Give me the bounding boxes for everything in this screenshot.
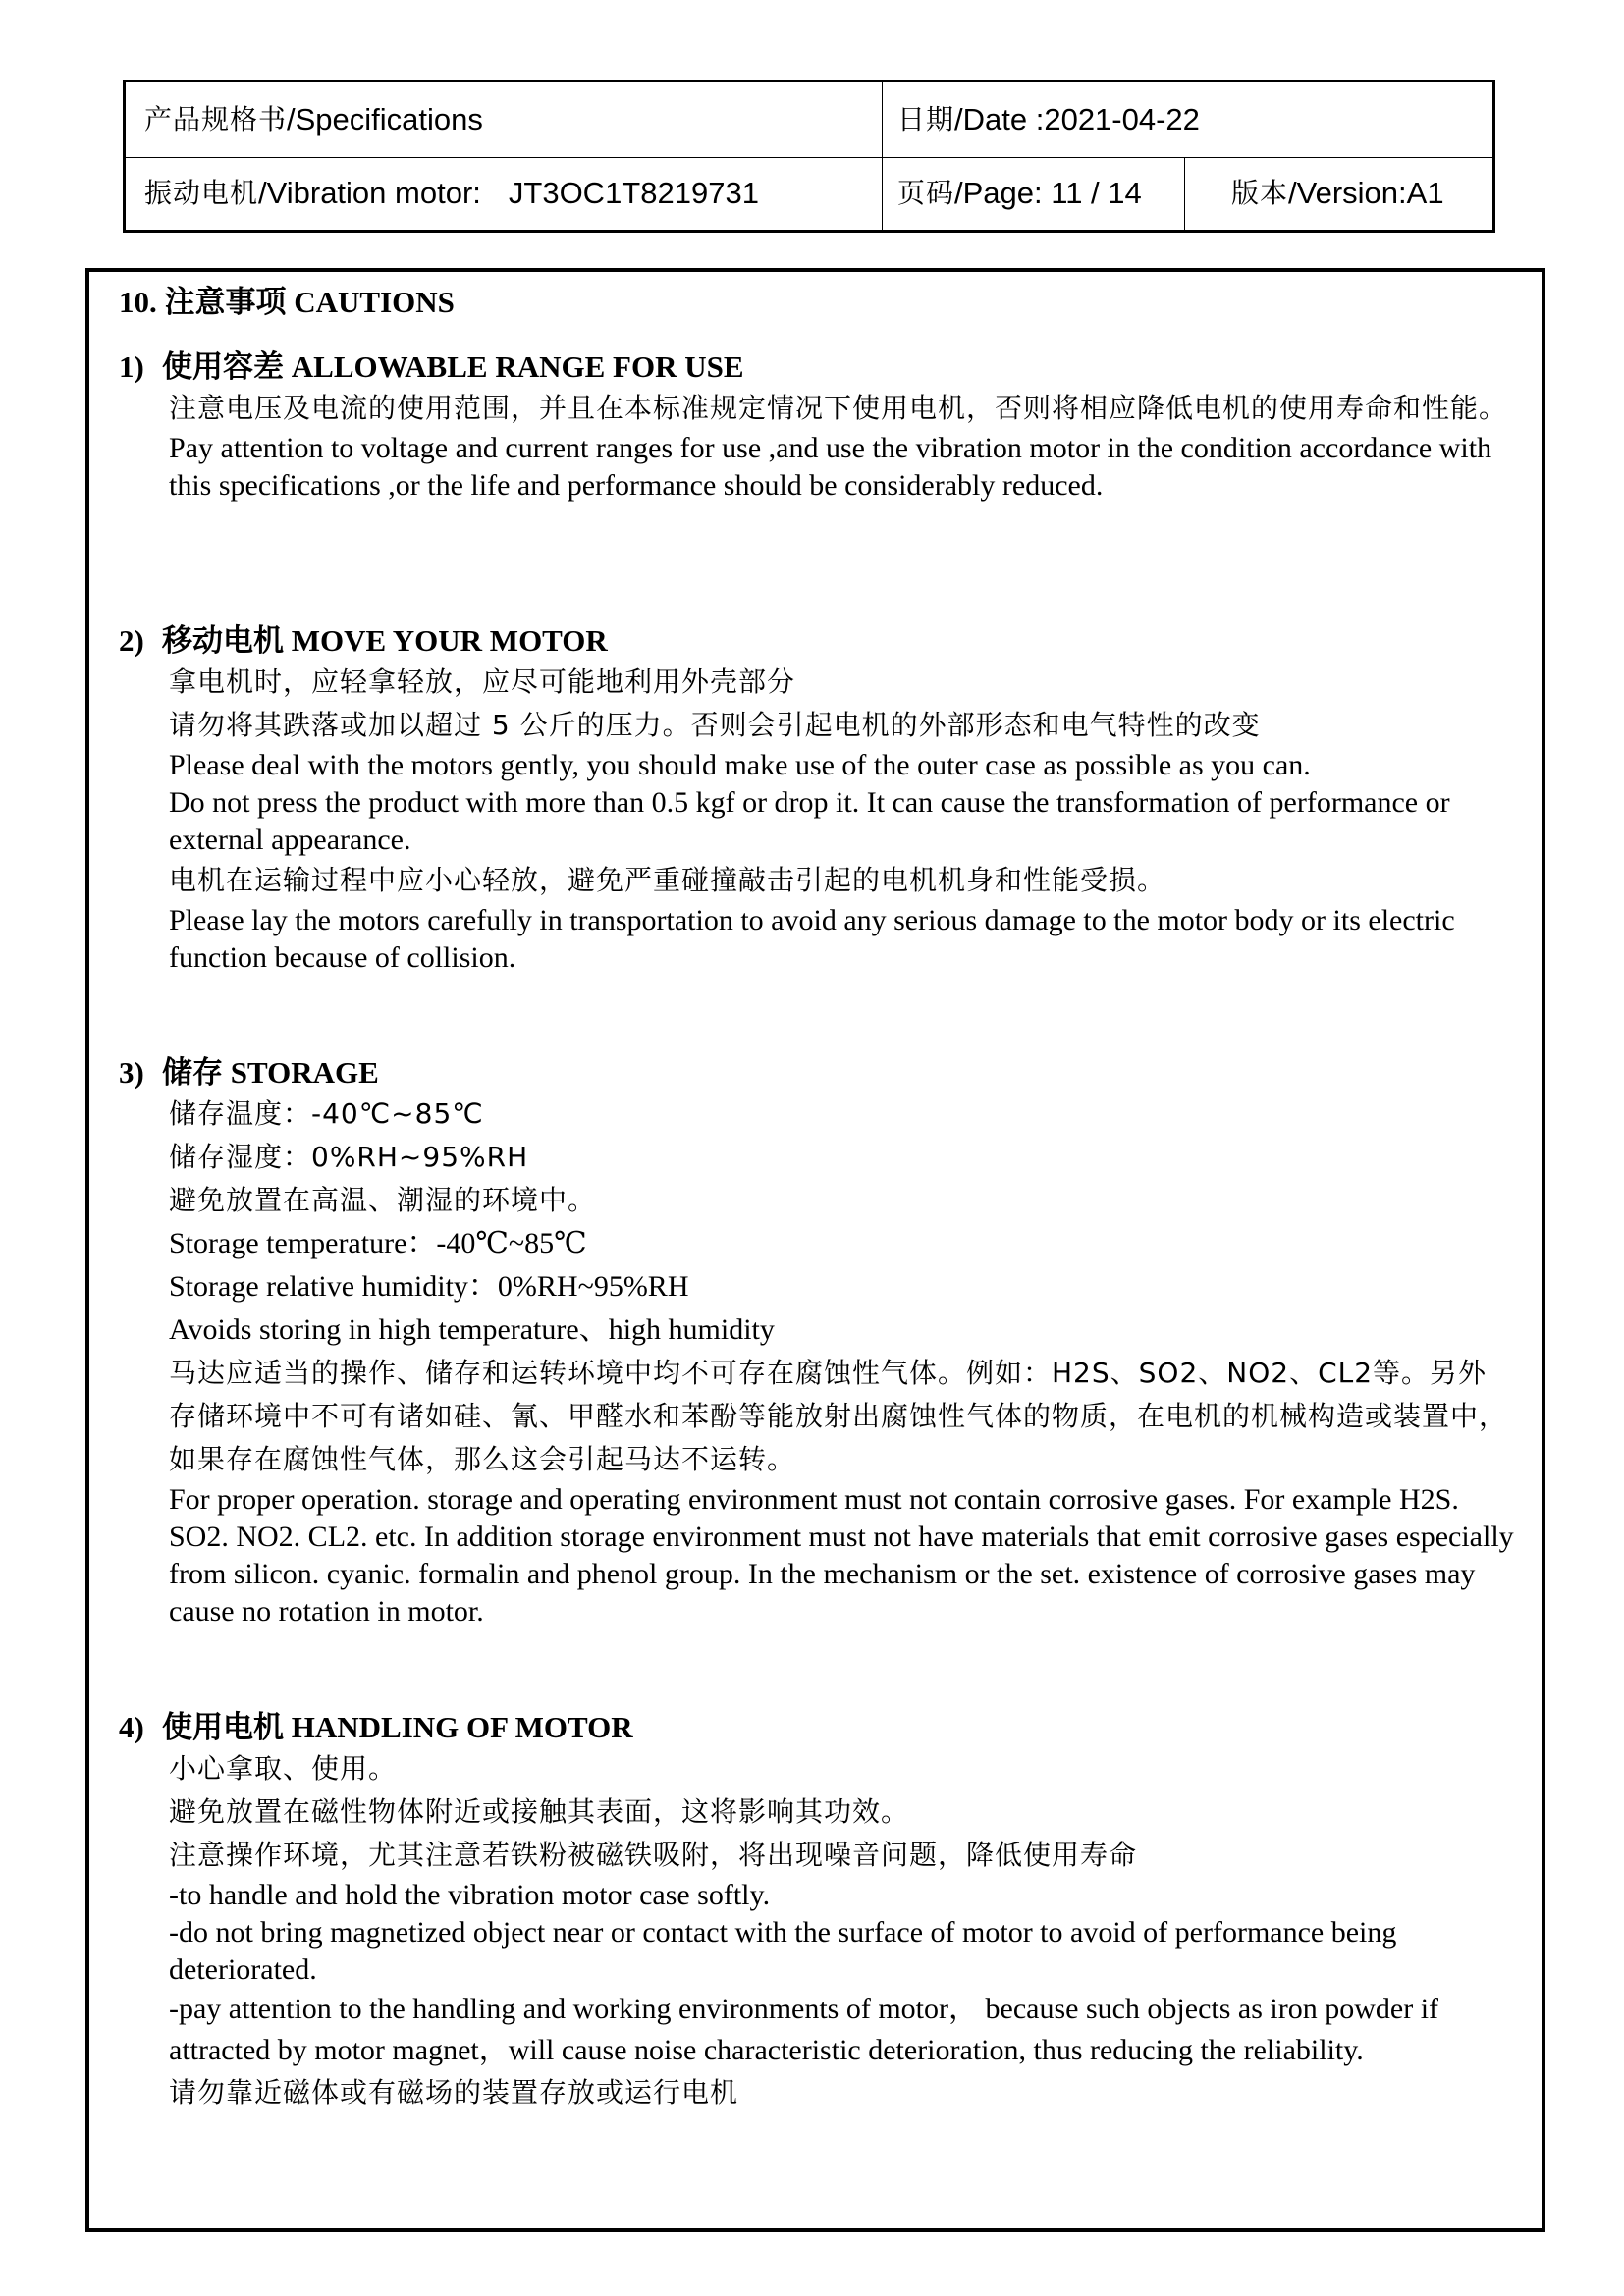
product-label-cn: 振动电机	[144, 177, 259, 209]
date-label-cn: 日期	[897, 103, 955, 135]
paragraph-en: Please lay the motors carefully in transportation to avoid any serious damage to the motor body or its electric function because of collision.	[169, 904, 1455, 974]
page-field	[897, 157, 1142, 230]
section-title: 储存 STORAGE	[162, 1055, 379, 1090]
section-move-motor	[119, 621, 1514, 977]
paragraph-en: -pay attention to the handling and working environments of motor， because such objects as iron powder if attracted by motor magnet，will cause noise characteristic deterioration, thus reducing the reliability.	[169, 1993, 1439, 2066]
spec-title-cn: 产品规格书	[144, 103, 288, 135]
header-divider	[882, 82, 883, 157]
paragraph-cn: 请勿将其跌落或加以超过 5 公斤的压力。否则会引起电机的外部形态和电气特性的改变	[169, 709, 1261, 741]
section-title: 使用容差 ALLOWABLE RANGE FOR USE	[162, 349, 744, 384]
paragraph-en: Please deal with the motors gently, you should make use of the outer case as possible as you can.	[169, 749, 1311, 781]
paragraph-cn: 小心拿取、使用。	[169, 1752, 398, 1785]
section-heading	[119, 347, 1514, 387]
product-label-en: /Vibration motor:	[258, 176, 481, 210]
model-number: JT3OC1T8219731	[508, 176, 759, 210]
date-value: /Date :2021-04-22	[954, 102, 1200, 136]
cautions-content-box	[85, 268, 1545, 2232]
section-title: 移动电机 MOVE YOUR MOTOR	[162, 623, 608, 658]
paragraph-en: Do not press the product with more than 0.5 kgf or drop it. It can cause the transformation of performance or external appearance.	[169, 786, 1450, 856]
spec-header-table	[123, 80, 1495, 233]
storage-humidity-cn: 储存湿度：0%RH~95%RH	[169, 1141, 529, 1173]
header-row-2	[126, 157, 1492, 230]
spec-title	[144, 82, 483, 157]
paragraph-cn: 电机在运输过程中应小心轻放，避免严重碰撞敲击引起的电机机身和性能受损。	[169, 864, 1166, 896]
section-number: 3)	[119, 1055, 144, 1090]
section-number: 4)	[119, 1710, 144, 1744]
paragraph-en: -do not bring magnetized object near or contact with the surface of motor to avoid of performance being deteriorated.	[169, 1916, 1397, 1986]
page-number: /Page: 11 / 14	[954, 176, 1142, 210]
paragraph-cn: 避免放置在磁性物体附近或接触其表面，这将影响其功效。	[169, 1795, 910, 1828]
section-body	[119, 387, 1514, 505]
product-field	[144, 157, 759, 230]
paragraph-en: For proper operation. storage and operating environment must not contain corrosive gases. For example H2S. SO2. NO2. CL2. etc. In addition storage environment must not have materials that emit corrosive gases especially from silicon. cyanic. formalin and phenol group. In the mechanism or the set. existence of corrosive gases may cause no rotation in motor.	[169, 1483, 1514, 1628]
paragraph-cn: 注意电压及电流的使用范围，并且在本标准规定情况下使用电机，否则将相应降低电机的使用寿命和性能。	[169, 392, 1508, 424]
paragraph-en: Pay attention to voltage and current ranges for use ,and use the vibration motor in the condition accordance with this specifications ,or the life and performance should be considerably reduced.	[169, 432, 1492, 502]
header-row-1	[126, 82, 1492, 158]
spec-title-en: /Specifications	[287, 102, 483, 136]
paragraph-cn: 避免放置在高温、潮湿的环境中。	[169, 1184, 597, 1216]
section-heading	[119, 621, 1514, 661]
section-body	[119, 1093, 1514, 1630]
section-number: 2)	[119, 623, 144, 658]
paragraph-cn: 马达应适当的操作、储存和运转环境中均不可存在腐蚀性气体。例如：H2S、SO2、NO2、CL2等。另外存储环境中不可有诸如硅、氰、甲醛水和苯酚等能放射出腐蚀性气体的物质，在电机的机械构造或装置中，如果存在腐蚀性气体，那么这会引起马达不运转。	[169, 1357, 1508, 1475]
section-body	[119, 1747, 1514, 2114]
storage-temperature-en: Storage temperature：-40℃~85℃	[169, 1227, 587, 1259]
section-allowable-range	[119, 347, 1514, 505]
paragraph-en: -to handle and hold the vibration motor case softly.	[169, 1879, 771, 1911]
paragraph-cn: 注意操作环境，尤其注意若铁粉被磁铁吸附，将出现噪音问题，降低使用寿命	[169, 1839, 1138, 1871]
version-label-cn: 版本	[1231, 177, 1289, 209]
paragraph-en: Avoids storing in high temperature、high humidity	[169, 1313, 775, 1346]
date-field	[897, 82, 1200, 157]
section-heading	[119, 1053, 1514, 1093]
version-value: /Version:A1	[1288, 176, 1444, 210]
paragraph-cn: 请勿靠近磁体或有磁场的装置存放或运行电机	[169, 2076, 739, 2109]
storage-temperature-cn: 储存温度：-40℃~85℃	[169, 1097, 484, 1130]
storage-humidity-en: Storage relative humidity：0%RH~95%RH	[169, 1270, 689, 1303]
version-field	[1231, 157, 1444, 230]
section-body	[119, 661, 1514, 977]
section-heading	[119, 1708, 1514, 1747]
page-label-cn: 页码	[897, 177, 955, 209]
section-title: 使用电机 HANDLING OF MOTOR	[162, 1710, 633, 1744]
section-handling	[119, 1708, 1514, 2114]
header-divider	[882, 157, 883, 230]
page-title: 10. 注意事项 CAUTIONS	[119, 285, 455, 319]
section-storage	[119, 1053, 1514, 1630]
header-divider	[1184, 157, 1185, 230]
section-number: 1)	[119, 349, 144, 384]
paragraph-cn: 拿电机时，应轻拿轻放，应尽可能地利用外壳部分	[169, 666, 796, 698]
